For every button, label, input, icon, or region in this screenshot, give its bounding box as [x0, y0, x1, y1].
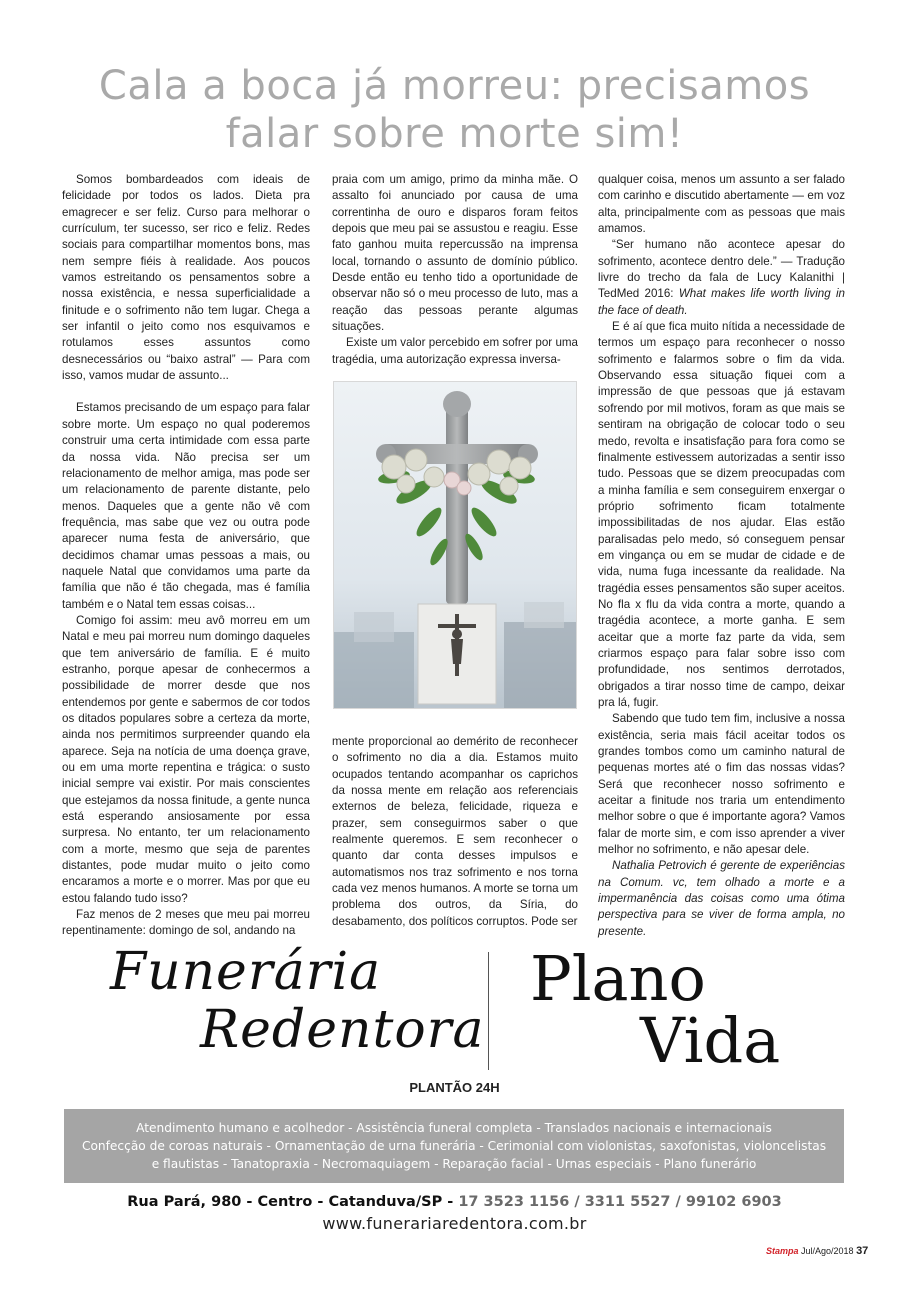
article-column-2-top	[332, 172, 578, 368]
paragraph: mente proporcional ao demérito de reconhecer o sofrimento no dia a dia. Estamos muito ocupados tentando acompanhar os caprichos da nossa mente em relação aos referenciais externos de beleza, felicidade, riqueza e prazer, sem conseguirmos saber o que realmente queremos. E sem reconhecer o quanto dar conta desses impulsos e automatismos nos traz sofrimento e nos torna cada vez menos humanos. A morte se torna um problema dos outros, da Síria, do desabamento, dos políticos corruptos. Pode ser	[332, 735, 578, 928]
services-line-1: Atendimento humano e acolhedor - Assistência funeral completa - Translados nacionais e internacionais	[136, 1121, 772, 1135]
magazine-brand: Stampa	[766, 1246, 799, 1256]
article-column-2-bottom	[332, 734, 578, 930]
article-headline	[40, 62, 869, 158]
funeraria-logo-line-2: Redentora	[200, 1000, 485, 1060]
address-line	[0, 1194, 909, 1210]
author-bio	[598, 858, 845, 940]
issue-date: Jul/Ago/2018	[798, 1246, 857, 1256]
services-line-3: e flautistas - Tanatopraxia - Necromaquiagem - Reparação facial - Urnas especiais - Plano funerário	[151, 1157, 757, 1171]
paragraph: Estamos precisando de um espaço para falar sobre morte. Um espaço no qual poderemos construir uma certa intimidade com essa parte da nossa vida. Não precisa ser um relacionamento de melhor amiga, mas pode ser um relacionamento de parente distante, pelo menos. Daqueles que a gente não vê com frequência, mas sabe que vez ou outra pode aparecer numa festa de aniversário, que decidimos chamar umas pessoas a mais, ou naquele Natal que convidamos uma parte da família que não é tão chegada, mas é família também e o Natal tem essas coisas...	[62, 401, 310, 611]
paragraph: E é aí que fica muito nítida a necessidade de termos um espaço para reconhecer o nosso sofrimento e falarmos sobre o fim da vida. Observando essa situação fiquei com a impressão de que pessoas que já estavam sofrendo por mil motivos, foram as que mais se sentiram na obrigação de colocar todo o seu medo, revolta e insatisfação para fora como se finalmente estivessem autorizadas a sentir isso tudo. Pessoas que se dizem preocupadas com a minha família e sem conseguirem enxergar o próprio sofrimento ficam totalmente impossibilitadas de nos ajudar. Elas estão paralisadas pelo medo, só conseguem pensar em vingança ou em se mudar de cidade e de vida, numa fuga incessante da realidade. Na tragédia esses pensamentos são super aceitos. No fla x flu da vida contra a morte, quando a tragédia acontece, a morte ganha. E sem aceitar que a morte faz parte da vida, sem criarmos espaço para falar sobre isso com profundidade, nos sentimos derrotados, obrigados a tirar nosso time de campo, deixar pra lá, fugir.	[598, 320, 845, 709]
headline-line-2: falar sobre morte sim!	[225, 111, 684, 157]
paragraph: Somos bombardeados com ideais de felicidade por todos os lados. Dieta pra emagrecer e ser feliz. Curso para melhorar o currículum, ter sucesso, ser rico e feliz. Redes sociais para compartilhar momentos bons, mas nem sempre fiéis à realidade. Aos poucos vamos estreitando os pensamentos sobre a nossa existência, e nessa superficialidade a finitude e o sofrimento não tem lugar. Chega a ser infantil o jeito como nos esquivamos e rotulamos esses assuntos como desnecessários ou “baixo astral” — Para com isso, vamos mudar de assunto...	[62, 173, 310, 383]
page-folio	[766, 1245, 868, 1257]
funeraria-logo-line-1: Funerária	[110, 942, 382, 1002]
plantao-24h-label: PLANTÃO 24H	[409, 1080, 500, 1095]
article-column-1	[62, 172, 310, 940]
street-address: Rua Pará, 980 - Centro - Catanduva/SP -	[127, 1194, 459, 1210]
author-bio-text: Nathalia Petrovich é gerente de experiências na Comum. vc, tem olhado a morte e a impermanência das coisas como uma ótima perspectiva para se viver de forma ampla, no presente.	[598, 859, 845, 938]
paragraph: Existe um valor percebido em sofrer por uma tragédia, uma autorização expressa inversa-	[332, 336, 578, 366]
ad-divider	[488, 952, 489, 1070]
quote-text: “Ser humano não acontece apesar do sofrimento, acontece dentro dele.” — Tradução livre do trecho da fala de Lucy Kalanithi | TedMed 2016:	[598, 238, 845, 301]
services-banner	[64, 1109, 844, 1183]
paragraph: Faz menos de 2 meses que meu pai morreu repentinamente: domingo de sol, andando na	[62, 908, 310, 938]
plano-vida-line-2: Vida	[640, 1004, 781, 1077]
talk-title: What makes life worth living in the face of death.	[598, 287, 845, 317]
page-number: 37	[856, 1245, 869, 1257]
services-line-2: Confecção de coroas naturais - Ornamentação de urna funerária - Cerimonial com violonistas, saxofonistas, violoncelistas	[81, 1139, 827, 1153]
cemetery-cross-photo	[333, 381, 577, 709]
plano-vida-line-1: Plano	[530, 942, 706, 1015]
cross-with-flowers-image	[334, 382, 577, 709]
phone-numbers: 17 3523 1156 / 3311 5527 / 99102 6903	[458, 1194, 782, 1210]
paragraph: praia com um amigo, primo da minha mãe. O assalto foi anunciado por causa de uma correntinha de ouro e disparos foram feitos depois que meu pai se assustou e reagiu. Esse fato ganhou muita repercussão na imprensa local, tornando o assunto de domínio público. Desde então eu tenho tido a oportunidade de observar não só o meu processo de luto, mas a reação das pessoas perante algumas situações.	[332, 173, 578, 334]
website-link[interactable]: www.funerariaredentora.com.br	[322, 1214, 587, 1233]
headline-line-1: Cala a boca já morreu: precisamos	[98, 63, 811, 109]
paragraph: Comigo foi assim: meu avô morreu em um Natal e meu pai morreu num domingo daqueles que tem aniversário de família. E é muito estranho, porque apesar de conhecermos a possibilidade de morrer desde que nos entendemos por gente e sabermos de cor todos os ditados populares sobre a certeza da morte, ainda nos permitimos surpreender quando ela aparece. Seja na notícia de uma doença grave, ou em uma morte repentina e trágica: o susto inicial sempre vai existir. Por mais conscientes que estejamos da nossa finitude, a gente nunca está esperando ansiosamente por essa surpresa. No entanto, ter um relacionamento com a morte, mesmo que seja de parentes distantes, pode mudar muito o jeito como encaramos a morte e o morrer. Mas por que eu estou falando tudo isso?	[62, 613, 310, 905]
article-column-3	[598, 172, 845, 940]
paragraph: qualquer coisa, menos um assunto a ser falado com carinho e discutido abertamente — em voz alta, principalmente com as pessoas que mais amamos.	[598, 173, 845, 236]
quote-paragraph	[598, 237, 845, 319]
paragraph: Sabendo que tudo tem fim, inclusive a nossa existência, seria mais fácil aceitar todos os grandes tombos como um caminho natural de pequenas mortes até o fim das nossas vidas? Será que reconhecer nosso sofrimento e aceitar a finitude nos traria um entendimento melhor sobre o que é importante agora? Vamos falar de morte sim, e com isso aprender a viver melhor no sofrimento, e não apesar dele.	[598, 712, 845, 857]
